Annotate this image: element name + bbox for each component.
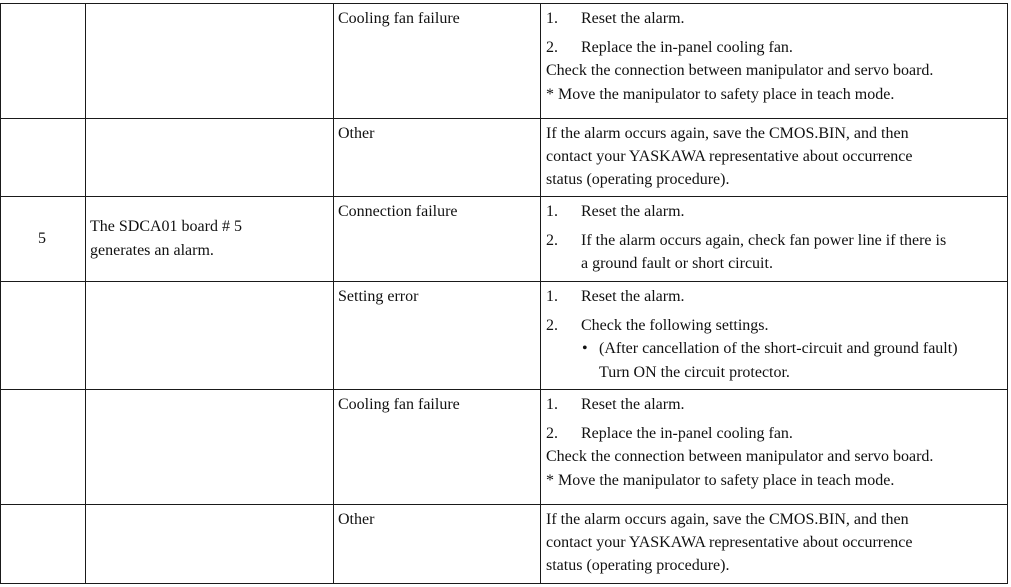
cause-text: Cooling fan failure — [338, 10, 460, 27]
remedy-text-line: * Move the manipulator to safety place in teach mode. — [546, 85, 895, 103]
row-divider — [0, 389, 1008, 390]
remedy-text-line: status (operating procedure). — [546, 171, 730, 189]
remedy-step-line: Check the following settings. — [581, 317, 769, 335]
remedy-step-line: a ground fault or short circuit. — [581, 255, 773, 273]
row-divider — [0, 281, 1008, 282]
cause-text: Other — [338, 511, 375, 528]
alarm-description-line: The SDCA01 board # 5 — [90, 218, 242, 236]
step-number: 2. — [546, 39, 558, 57]
step-number: 1. — [546, 288, 558, 305]
remedy-text-line: * Move the manipulator to safety place in teach mode. — [546, 471, 895, 489]
row-divider — [0, 3, 1008, 4]
row-number: 5 — [38, 229, 46, 247]
cause-text: Setting error — [338, 288, 419, 305]
remedy-text-line: Check the connection between manipulator and servo board. — [546, 62, 934, 80]
alarm-description-line: generates an alarm. — [90, 241, 214, 259]
row-divider — [0, 196, 1008, 197]
remedy-step-line: Reset the alarm. — [581, 288, 685, 305]
remedy-text-line: Check the connection between manipulator and servo board. — [546, 448, 934, 466]
remedy-text-line: If the alarm occurs again, save the CMOS.BIN, and then — [546, 511, 909, 528]
row-divider — [0, 118, 1008, 119]
step-number: 1. — [546, 396, 558, 413]
remedy-bullet-line: (After cancellation of the short-circuit and ground fault) — [599, 340, 958, 358]
step-number: 1. — [546, 10, 558, 27]
step-number: 2. — [546, 232, 558, 250]
step-number: 1. — [546, 203, 558, 220]
remedy-step-line: Reset the alarm. — [581, 203, 685, 220]
column-divider — [540, 3, 541, 583]
remedy-text-line: contact your YASKAWA representative about occurrence — [546, 534, 913, 552]
remedy-text-line: If the alarm occurs again, save the CMOS.BIN, and then — [546, 125, 909, 142]
cause-text: Cooling fan failure — [338, 396, 460, 413]
step-number: 2. — [546, 425, 558, 443]
cause-text: Other — [338, 125, 375, 142]
remedy-text-line: contact your YASKAWA representative about occurrence — [546, 148, 913, 166]
remedy-text-line: status (operating procedure). — [546, 557, 730, 575]
cause-text: Connection failure — [338, 203, 458, 220]
remedy-step-line: Replace the in-panel cooling fan. — [581, 425, 793, 443]
remedy-step-line: Reset the alarm. — [581, 396, 685, 413]
remedy-step-line: Replace the in-panel cooling fan. — [581, 39, 793, 57]
row-divider — [0, 504, 1008, 505]
remedy-step-line: Reset the alarm. — [581, 10, 685, 27]
column-divider — [0, 3, 1, 583]
step-number: 2. — [546, 317, 558, 335]
row-divider — [0, 583, 1008, 584]
column-divider — [333, 3, 334, 583]
remedy-step-line: If the alarm occurs again, check fan power line if there is — [581, 232, 947, 250]
column-divider — [85, 3, 86, 583]
remedy-bullet-line: Turn ON the circuit protector. — [599, 363, 790, 381]
bullet-mark: • — [582, 340, 588, 358]
column-divider — [1007, 3, 1008, 583]
